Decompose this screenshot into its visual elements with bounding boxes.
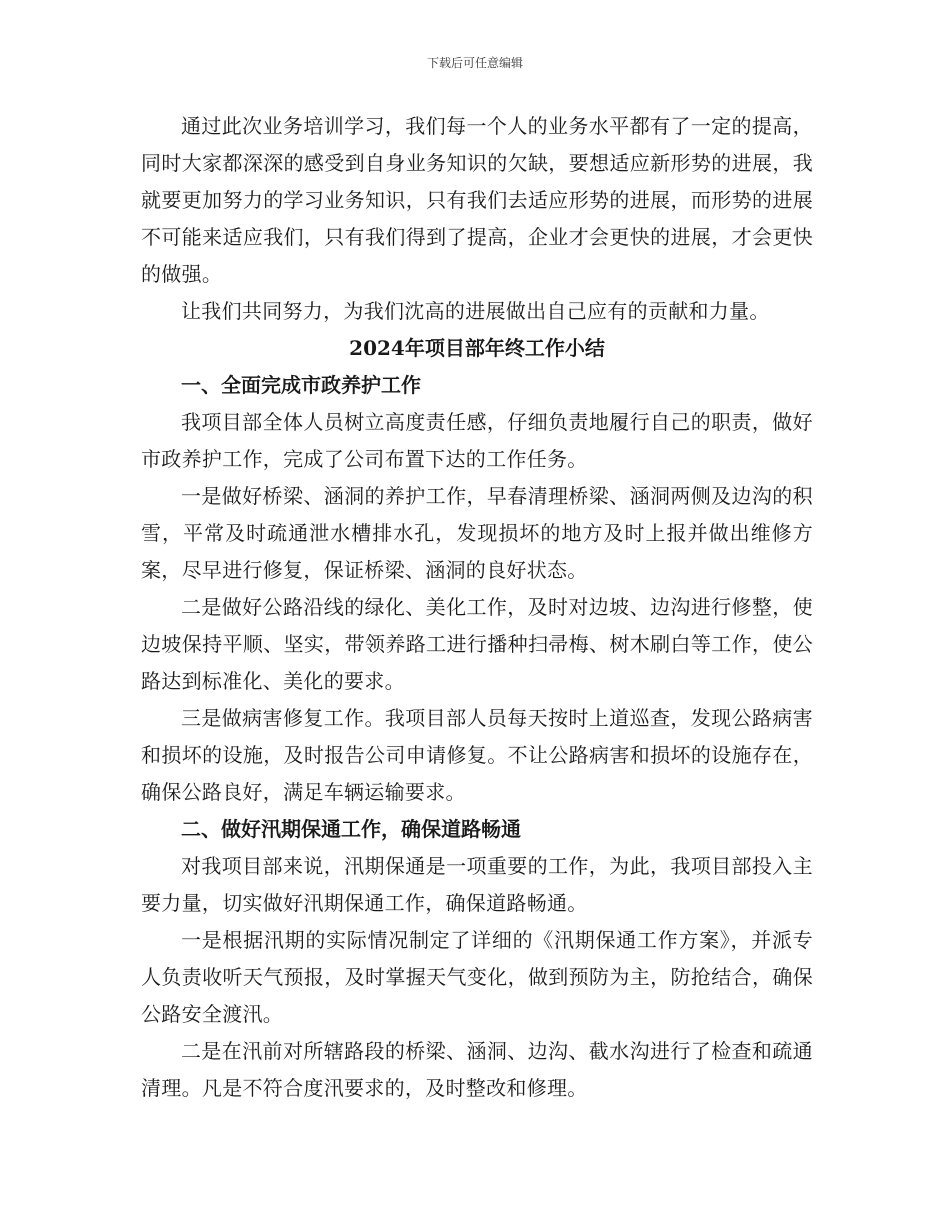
paragraph-defect-repair: 三是做病害修复工作。我项目部人员每天按时上道巡查，发现公路病害和损坏的设施，及时报告公司申请修复。不让公路病害和损坏的设施存在，确保公路良好，满足车辆运输要求。: [141, 706, 813, 804]
paragraph-bridge-maintenance: 一是做好桥梁、涵洞的养护工作，早春清理桥梁、涵洞两侧及边沟的积雪，平常及时疏通泄水槽排水孔，发现损坏的地方及时上报并做出维修方案，尽早进行修复，保证桥梁、涵洞的良好状态。: [141, 484, 813, 582]
document-title: 2024年项目部年终工作小结: [349, 336, 605, 360]
paragraph-pre-flood-inspection: 二是在汛前对所辖路段的桥梁、涵洞、边沟、截水沟进行了检查和疏通清理。凡是不符合度汛要求的，及时整改和修理。: [141, 1039, 813, 1100]
paragraph-closing-call: 让我们共同努力，为我们沈高的进展做出自己应有的贡献和力量。: [181, 299, 770, 323]
paragraph-greening: 二是做好公路沿线的绿化、美化工作，及时对边坡、边沟进行修整，使边坡保持平顺、坚实，带领养路工进行播种扫帚梅、树木刷白等工作，使公路达到标准化、美化的要求。: [141, 595, 813, 693]
paragraph-training-summary: 通过此次业务培训学习，我们每一个人的业务水平都有了一定的提高，同时大家都深深的感受到自身业务知识的欠缺，要想适应新形势的进展，我就要更加努力的学习业务知识，只有我们去适应形势的进展，而形势的进展不可能来适应我们，只有我们得到了提高，企业才会更快的进展，才会更快的做强。: [141, 114, 813, 286]
header-note: 下载后可任意编辑: [426, 56, 523, 70]
paragraph-flood-plan: 一是根据汛期的实际情况制定了详细的《汛期保通工作方案》，并派专人负责收听天气预报，及时掌握天气变化，做到预防为主，防抢结合，确保公路安全渡汛。: [141, 928, 813, 1026]
paragraph-section2-intro: 对我项目部来说，汛期保通是一项重要的工作，为此，我项目部投入主要力量，切实做好汛期保通工作，确保道路畅通。: [141, 854, 813, 915]
document-body: [141, 108, 813, 1107]
paragraph-section1-intro: 我项目部全体人员树立高度责任感，仔细负责地履行自己的职责，做好市政养护工作，完成了公司布置下达的工作任务。: [141, 410, 813, 471]
section-heading-1: 一、全面完成市政养护工作: [181, 373, 421, 397]
section-heading-2: 二、做好汛期保通工作，确保道路畅通: [181, 817, 521, 841]
